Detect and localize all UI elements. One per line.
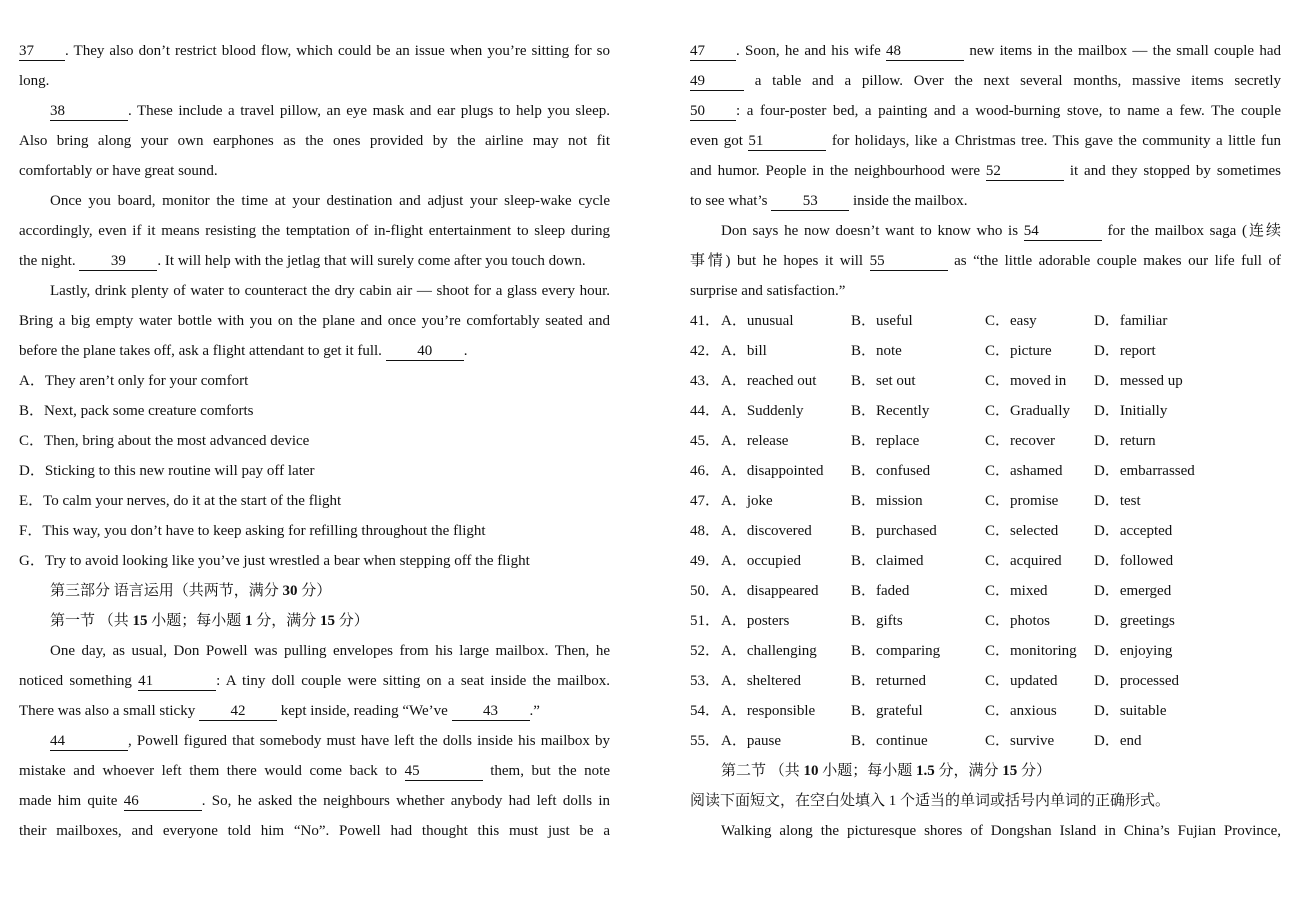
choice-a[interactable]: A．occupied: [721, 553, 801, 569]
choice-c[interactable]: C．survive: [985, 733, 1055, 749]
choice-b[interactable]: B．faded: [851, 583, 910, 599]
choice-b[interactable]: B．purchased: [851, 523, 937, 539]
passage-line: 37 . They also don’t restrict blood flow, which could be an issue when you’re sitting for so: [19, 43, 610, 59]
passage-line: 49 a table and a pillow. Over the next several months, massive items secretly: [690, 73, 1281, 89]
blank-37[interactable]: 37: [19, 42, 65, 61]
choice-c[interactable]: C．easy: [985, 313, 1037, 329]
passage-line: accordingly, even if it means resisting the temptation of in-flight entertainment to sleep during: [19, 223, 610, 239]
choice-c[interactable]: C．Gradually: [985, 403, 1070, 419]
option-c[interactable]: C．Then, bring about the most advanced device: [19, 433, 310, 449]
choice-d[interactable]: D．suitable: [1094, 703, 1167, 719]
passage-line: and humor. People in the neighbourhood were 52 it and they stopped by sometimes: [690, 163, 1282, 179]
choice-a[interactable]: A．challenging: [721, 643, 817, 659]
passage-line: Lastly, drink plenty of water to counteract the dry cabin air — shoot for a glass every hour.: [50, 283, 610, 299]
choice-a[interactable]: A．Suddenly: [721, 403, 804, 419]
section-heading-part3: 第三部分 语言运用（共两节，满分 30 分）: [50, 583, 332, 599]
blank-46[interactable]: 46: [124, 792, 202, 811]
choice-d[interactable]: D．end: [1094, 733, 1142, 749]
passage-line: their mailboxes, and everyone told him “No”. Powell had thought this must just be a: [19, 823, 610, 839]
blank-47[interactable]: 47: [690, 42, 736, 61]
question-number: 43．: [690, 373, 721, 389]
passage-line: Once you board, monitor the time at your destination and adjust your sleep-wake cycle: [50, 193, 610, 209]
choice-c[interactable]: C．promise: [985, 493, 1059, 509]
question-row: [690, 426, 1281, 456]
question-number: 55．: [690, 733, 721, 749]
choice-b[interactable]: B．claimed: [851, 553, 924, 569]
blank-48[interactable]: 48: [886, 42, 964, 61]
choice-c[interactable]: C．acquired: [985, 553, 1062, 569]
choice-a[interactable]: A．bill: [721, 343, 767, 359]
choice-a[interactable]: A．release: [721, 433, 789, 449]
passage-line: 50 : a four-poster bed, a painting and a wood-burning stove, to name a few. The couple: [690, 103, 1281, 119]
choice-d[interactable]: D．familiar: [1094, 313, 1168, 329]
choice-c[interactable]: C．ashamed: [985, 463, 1063, 479]
passage-line: 事情) but he hopes it will 55 as “the little adorable couple makes our life full of: [690, 253, 1281, 269]
question-number: 47．: [690, 493, 721, 509]
choice-b[interactable]: B．replace: [851, 433, 920, 449]
blank-51[interactable]: 51: [748, 132, 826, 151]
section-heading-part3-sec2: 第二节 （共 10 小题；每小题 1.5 分，满分 15 分）: [721, 763, 1052, 779]
passage-line: Don says he now doesn’t want to know who is 54 for the mailbox saga (连续: [721, 223, 1281, 239]
passage-line: comfortably or have great sound.: [19, 163, 218, 179]
choice-b[interactable]: B．returned: [851, 673, 926, 689]
question-row: [690, 306, 1281, 336]
choice-d[interactable]: D．return: [1094, 433, 1156, 449]
passage-line: noticed something 41 : A tiny doll couple were sitting on a seat inside the mailbox.: [19, 673, 610, 689]
choice-b[interactable]: B．comparing: [851, 643, 941, 659]
passage-line: One day, as usual, Don Powell was pulling envelopes from his large mailbox. Then, he: [50, 643, 610, 659]
passage-line: made him quite 46 . So, he asked the neighbours whether anybody had left dolls in: [19, 793, 611, 809]
choice-d[interactable]: D．emerged: [1094, 583, 1172, 599]
blank-44[interactable]: 44: [50, 732, 128, 751]
question-row: [690, 546, 1281, 576]
passage-line: 44 , Powell figured that somebody must have left the dolls inside his mailbox by: [50, 733, 610, 749]
passage-line: mistake and whoever left them there would come back to 45 them, but the note: [19, 763, 611, 779]
option-b[interactable]: B．Next, pack some creature comforts: [19, 403, 254, 419]
choice-a[interactable]: A．reached out: [721, 373, 817, 389]
question-row: [690, 576, 1281, 606]
choice-a[interactable]: A．responsible: [721, 703, 816, 719]
choice-c[interactable]: C．mixed: [985, 583, 1048, 599]
blank-38[interactable]: 38: [50, 102, 128, 121]
blank-53[interactable]: 53: [771, 192, 849, 211]
passage-line: even got 51 for holidays, like a Christmas tree. This gave the community a little fun: [690, 133, 1282, 149]
section-heading-part3-sec1: 第一节 （共 15 小题；每小题 1 分，满分 15 分）: [50, 613, 369, 629]
question-row: [690, 516, 1281, 546]
blank-42[interactable]: 42: [199, 702, 277, 721]
question-number: 45．: [690, 433, 721, 449]
choice-d[interactable]: D．enjoying: [1094, 643, 1173, 659]
choice-a[interactable]: A．joke: [721, 493, 773, 509]
question-row: [690, 666, 1281, 696]
choice-d[interactable]: D．report: [1094, 343, 1156, 359]
question-number: 44．: [690, 403, 721, 419]
choice-b[interactable]: B．Recently: [851, 403, 930, 419]
choice-b[interactable]: B．grateful: [851, 703, 923, 719]
choice-c[interactable]: C．selected: [985, 523, 1059, 539]
choice-a[interactable]: A．disappointed: [721, 463, 824, 479]
blank-41[interactable]: 41: [138, 672, 216, 691]
blank-49[interactable]: 49: [690, 72, 744, 91]
choice-c[interactable]: C．recover: [985, 433, 1055, 449]
question-row: [690, 486, 1281, 516]
choice-c[interactable]: C．photos: [985, 613, 1051, 629]
blank-43[interactable]: 43: [452, 702, 530, 721]
choice-d[interactable]: D．Initially: [1094, 403, 1168, 419]
choice-d[interactable]: D．embarrassed: [1094, 463, 1195, 479]
option-g[interactable]: G．Try to avoid looking like you’ve just wrestled a bear when stepping off the flight: [19, 553, 530, 569]
question-row: [690, 726, 1281, 756]
choice-b[interactable]: B．set out: [851, 373, 916, 389]
choice-d[interactable]: D．test: [1094, 493, 1141, 509]
choice-b[interactable]: B．note: [851, 343, 902, 359]
passage-line: long.: [19, 73, 50, 89]
blank-54[interactable]: 54: [1024, 222, 1102, 241]
question-number: 54．: [690, 703, 721, 719]
passage-line: the night. 39 . It will help with the jetlag that will surely come after you touch down.: [19, 253, 586, 269]
choice-b[interactable]: B．continue: [851, 733, 928, 749]
blank-40[interactable]: 40: [386, 342, 464, 361]
question-row: [690, 366, 1281, 396]
question-row: [690, 336, 1281, 366]
choice-a[interactable]: A．discovered: [721, 523, 812, 539]
choice-c[interactable]: C．picture: [985, 343, 1052, 359]
question-row: [690, 636, 1281, 666]
passage-line: There was also a small sticky 42 kept inside, reading “We’ve 43 .”: [19, 703, 540, 719]
question-row: [690, 456, 1281, 486]
question-number: 52．: [690, 643, 721, 659]
choice-b[interactable]: B．confused: [851, 463, 931, 479]
choice-c[interactable]: C．monitoring: [985, 643, 1077, 659]
choice-c[interactable]: C．moved in: [985, 373, 1067, 389]
choice-a[interactable]: A．disappeared: [721, 583, 819, 599]
blank-39[interactable]: 39: [79, 252, 157, 271]
question-number: 51．: [690, 613, 721, 629]
choice-c[interactable]: C．anxious: [985, 703, 1057, 719]
choice-a[interactable]: A．posters: [721, 613, 790, 629]
passage-line: Walking along the picturesque shores of Dongshan Island in China’s Fujian Province,: [721, 823, 1281, 839]
passage-line: 47 . Soon, he and his wife 48 new items in the mailbox — the small couple had: [690, 43, 1281, 59]
option-d[interactable]: D．Sticking to this new routine will pay off later: [19, 463, 315, 479]
option-a[interactable]: A．They aren’t only for your comfort: [19, 373, 249, 389]
question-row: [690, 606, 1281, 636]
question-number: 50．: [690, 583, 721, 599]
passage-line: surprise and satisfaction.”: [690, 283, 846, 299]
choice-d[interactable]: D．greetings: [1094, 613, 1175, 629]
question-row: [690, 696, 1281, 726]
question-row: [690, 396, 1281, 426]
passage-line: 38 . These include a travel pillow, an eye mask and ear plugs to help you sleep.: [50, 103, 610, 119]
section-instruction: 阅读下面短文，在空白处填入 1 个适当的单词或括号内单词的正确形式。: [690, 793, 1171, 809]
blank-50[interactable]: 50: [690, 102, 736, 121]
passage-line: to see what’s 53 inside the mailbox.: [690, 193, 968, 209]
choice-d[interactable]: D．followed: [1094, 553, 1174, 569]
choice-a[interactable]: A．unusual: [721, 313, 794, 329]
choice-b[interactable]: B．gifts: [851, 613, 903, 629]
question-number: 46．: [690, 463, 721, 479]
blank-45[interactable]: 45: [405, 762, 483, 781]
blank-52[interactable]: 52: [986, 162, 1064, 181]
choice-d[interactable]: D．accepted: [1094, 523, 1173, 539]
choice-b[interactable]: B．useful: [851, 313, 913, 329]
passage-line: Also bring along your own earphones as the ones provided by the airline may not fit: [19, 133, 610, 149]
question-number: 53．: [690, 673, 721, 689]
question-number: 49．: [690, 553, 721, 569]
blank-55[interactable]: 55: [870, 252, 948, 271]
choice-a[interactable]: A．sheltered: [721, 673, 801, 689]
choice-c[interactable]: C．updated: [985, 673, 1058, 689]
passage-line: before the plane takes off, ask a flight attendant to get it full. 40 .: [19, 343, 468, 359]
choice-a[interactable]: A．pause: [721, 733, 781, 749]
passage-line: Bring a big empty water bottle with you on the plane and once you’re comfortably seated and: [19, 313, 610, 329]
question-number: 41．: [690, 313, 721, 329]
question-number: 48．: [690, 523, 721, 539]
option-f[interactable]: F．This way, you don’t have to keep asking for refilling throughout the flight: [19, 523, 486, 539]
choice-d[interactable]: D．messed up: [1094, 373, 1183, 389]
choice-d[interactable]: D．processed: [1094, 673, 1179, 689]
option-e[interactable]: E．To calm your nerves, do it at the start of the flight: [19, 493, 342, 509]
choice-b[interactable]: B．mission: [851, 493, 923, 509]
question-number: 42．: [690, 343, 721, 359]
